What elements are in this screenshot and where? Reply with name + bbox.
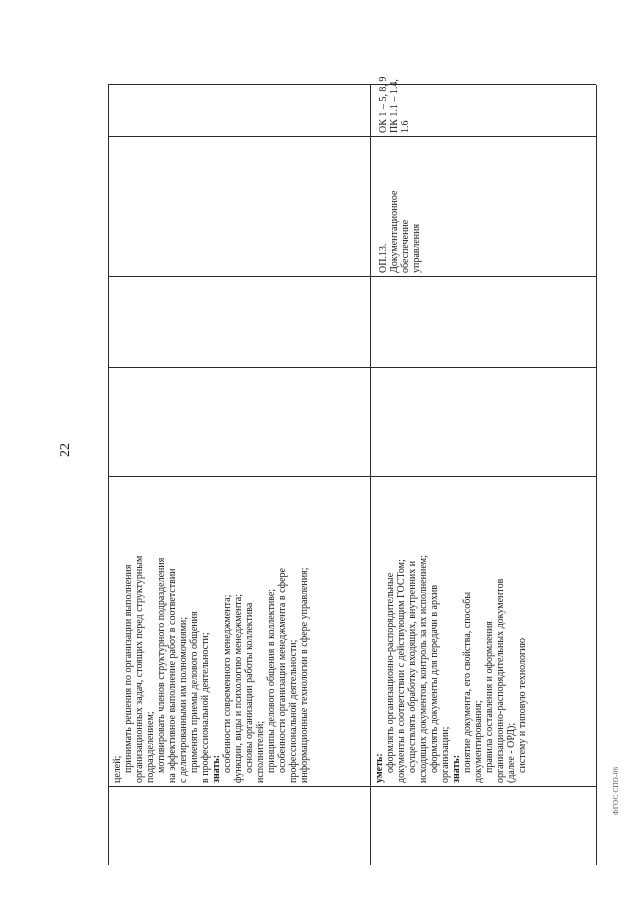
text-line: документы в соответствии с действующим ГОСТом; <box>396 559 407 783</box>
row2-discipline-cell <box>378 143 422 273</box>
footer-stamp: ФГОС СПО-06 <box>612 766 620 815</box>
text-line: информационные технологии в сфере управления; <box>299 567 310 783</box>
row2-competence-cell <box>378 76 411 133</box>
table-col-divider <box>108 476 596 477</box>
page-number: 22 <box>58 443 73 457</box>
text-line: подразделением; <box>145 711 156 783</box>
text-line: исходящих документов, контроль за их исполнением; <box>418 555 429 783</box>
text-line: Документационное <box>389 190 400 273</box>
row1-knowledge-skills-cell <box>112 483 310 783</box>
text-line: правила составления и оформления <box>484 621 495 773</box>
text-line: управления <box>411 223 422 273</box>
text-line: документирования; <box>473 700 484 783</box>
text-line: осуществлять обработку входящих, внутренних и <box>407 560 418 773</box>
table-row-divider <box>370 85 371 865</box>
text-line: применять приемы делового общения <box>189 611 200 773</box>
text-line: знать: <box>211 754 222 783</box>
text-line: организационных задач, стоящих перед структурным <box>134 555 145 783</box>
text-line: профессиональной деятельности; <box>288 639 299 783</box>
text-line: систему и типовую технологию <box>517 638 528 773</box>
text-line: с делегированными им полномочиями; <box>178 616 189 783</box>
table-col-divider <box>108 367 596 368</box>
text-line: исполнителей; <box>255 720 266 783</box>
text-line: функции, виды и психологию менеджмента; <box>233 593 244 783</box>
text-line: целей; <box>112 755 123 783</box>
text-line: ОП.13. <box>378 243 389 273</box>
text-line: ОК 1 – 5, 8, 9 <box>378 76 389 133</box>
text-line: на эффективное выполнение работ в соответствии <box>167 568 178 783</box>
text-line: в профессиональной деятельности; <box>200 632 211 783</box>
text-line: организации; <box>440 726 451 783</box>
text-line: понятие документа, его свойства, способы <box>462 591 473 773</box>
text-line: принимать решения по организации выполнения <box>123 564 134 773</box>
text-line: принципы делового общения в коллективе; <box>266 588 277 773</box>
table-border-right <box>108 84 596 85</box>
table-col-divider <box>108 276 596 277</box>
table-border-bottom <box>596 85 597 865</box>
text-line: особенности современного менеджмента; <box>222 594 233 773</box>
row2-knowledge-skills-cell <box>374 483 528 783</box>
text-line: особенности организации менеджмента в сфере <box>277 568 288 773</box>
table-col-divider <box>108 136 596 137</box>
text-line: мотивировать членов структурного подразделения <box>156 557 167 773</box>
text-line: уметь: <box>374 753 385 783</box>
text-line: обеспечение <box>400 219 411 273</box>
text-line: оформлять организационно-распорядительные <box>385 572 396 773</box>
text-line: ПК 1.1 – 1.4, <box>389 79 400 133</box>
text-line: основы организации работы коллектива <box>244 602 255 773</box>
text-line: организационно-распорядительных документов <box>495 578 506 783</box>
text-line: оформлять документы для передачи в архив <box>429 584 440 773</box>
table-border-top <box>108 85 109 865</box>
text-line: знать: <box>451 754 462 783</box>
text-line: 1.6 <box>400 120 411 133</box>
text-line: (далее - ОРД); <box>506 722 517 783</box>
table-col-divider <box>108 786 596 787</box>
